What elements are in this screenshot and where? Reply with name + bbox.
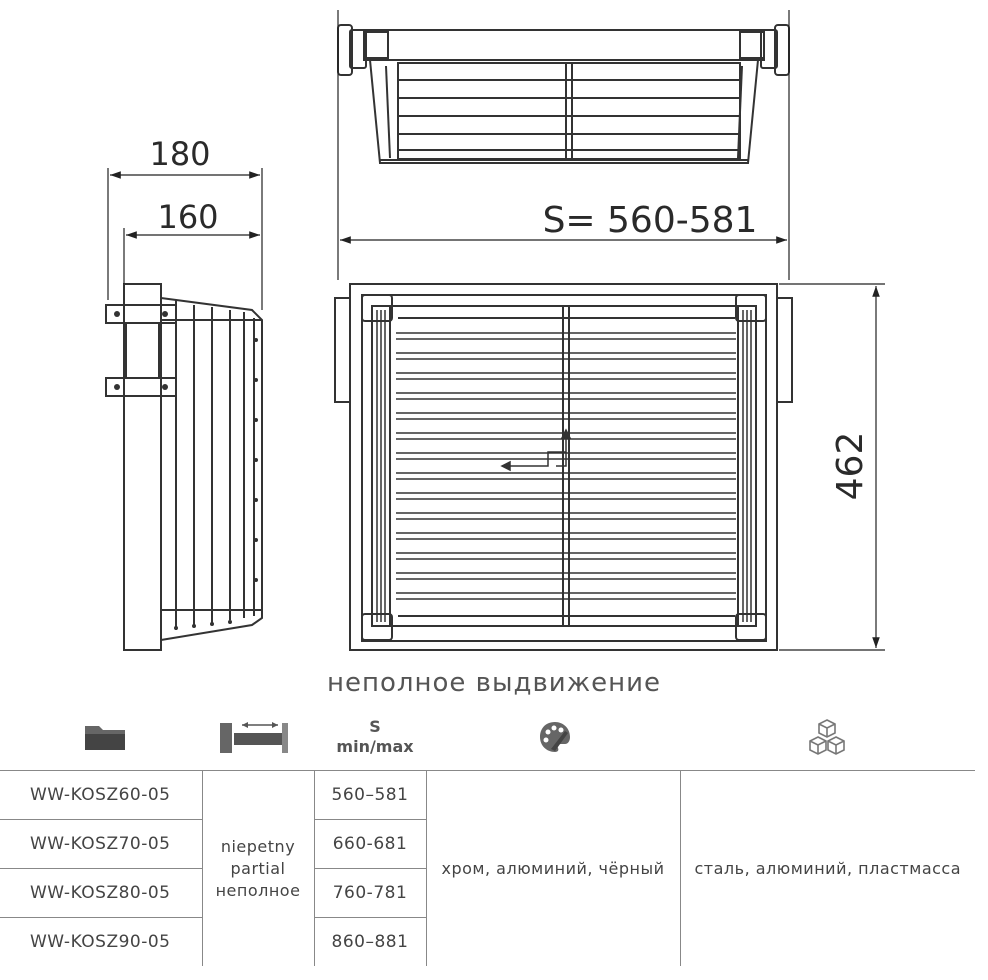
- extension-pl: niepetny: [220, 836, 296, 856]
- folder-icon: [78, 712, 132, 762]
- s-label: S: [369, 717, 381, 736]
- side-width-outer-label: 180: [149, 135, 211, 173]
- extension-caption: неполное выдвижение: [326, 668, 662, 698]
- model-cell: WW-KOSZ70-05: [0, 820, 202, 869]
- size-cell: 760-781: [314, 869, 426, 918]
- size-cell: 660-681: [314, 820, 426, 869]
- spec-table: [0, 770, 975, 966]
- top-view-drawing: [338, 25, 789, 163]
- size-cell: 560–581: [314, 771, 426, 820]
- s-min-max-header: [325, 712, 425, 762]
- model-cell: WW-KOSZ60-05: [0, 771, 202, 820]
- colors-cell: хром, алюминий, чёрный: [426, 771, 680, 967]
- plan-view-center-mark: [502, 430, 570, 470]
- model-cell: WW-KOSZ90-05: [30, 932, 171, 952]
- side-view-drawing: [106, 284, 262, 650]
- side-view-holes: [114, 311, 258, 630]
- top-width-label: S= 560-581: [542, 200, 758, 241]
- depth-dimension: [779, 284, 885, 650]
- materials-cell: сталь, алюминий, пластмасса: [680, 771, 975, 967]
- extension-en: partial: [230, 858, 286, 878]
- model-cell: WW-KOSZ80-05: [0, 869, 202, 918]
- side-width-inner-label: 160: [157, 198, 219, 236]
- cubes-icon: [802, 712, 852, 762]
- slide-extension-icon: [214, 712, 294, 762]
- extension-ru: неполное: [215, 880, 301, 900]
- s-sub-label: min/max: [336, 737, 414, 756]
- palette-icon: [530, 712, 580, 762]
- top-width-dimension: [338, 10, 789, 280]
- size-cell: 860–881: [314, 918, 426, 967]
- table-row: [0, 771, 975, 820]
- extension-cell: [202, 771, 314, 967]
- depth-label: 462: [830, 431, 871, 501]
